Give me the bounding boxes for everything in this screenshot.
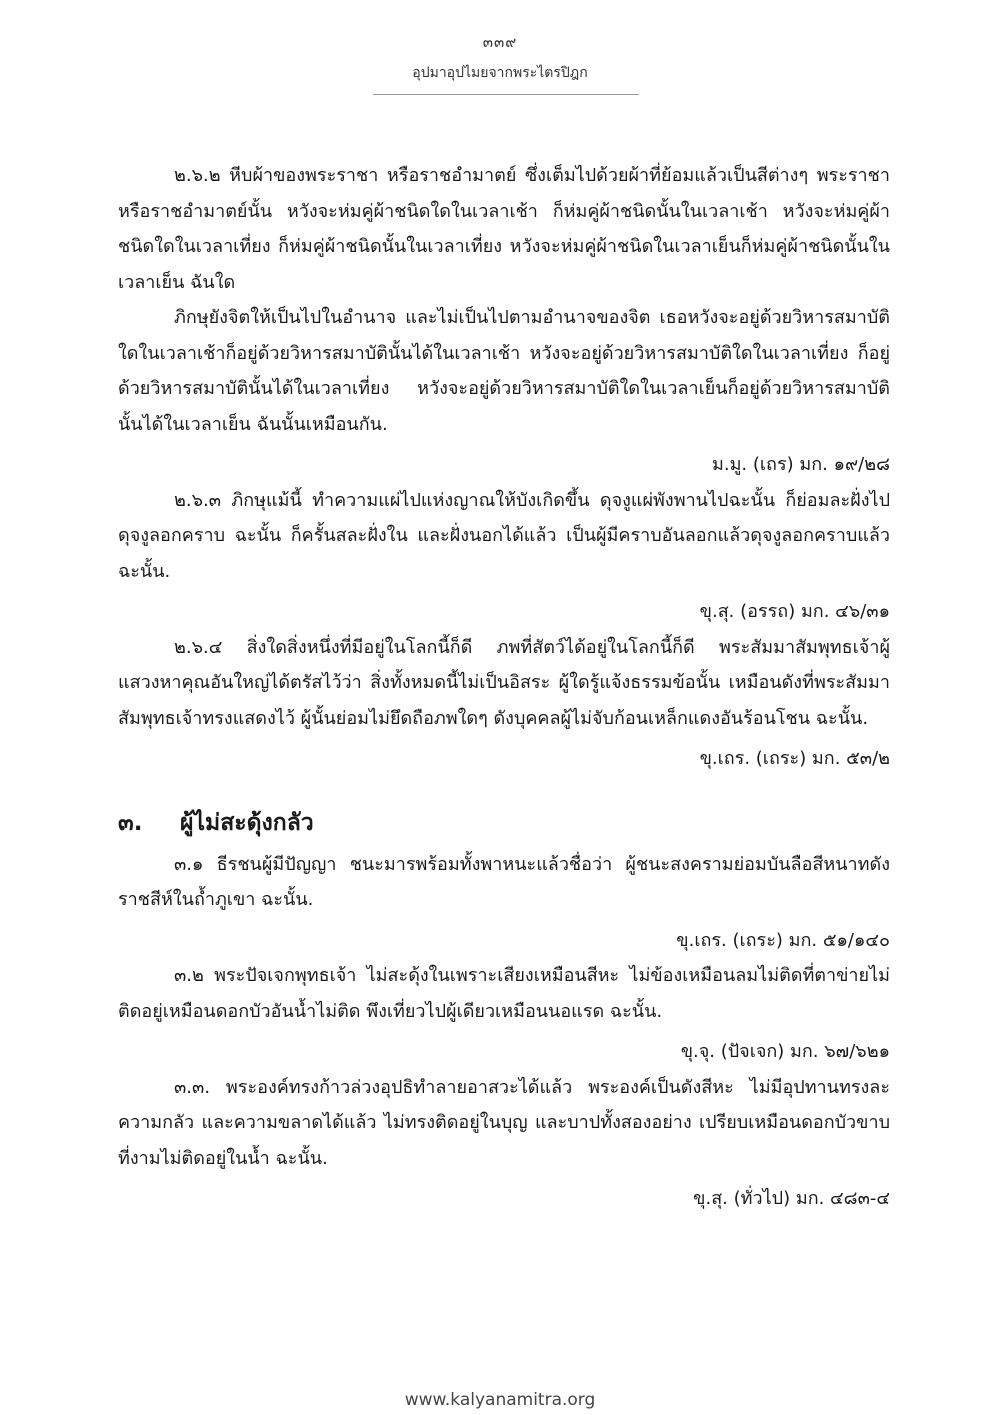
citation-3-1: ขุ.เถร. (เถระ) มก. ๕๑/๑๔๐: [676, 929, 890, 951]
paragraph-2-6-2-comparison: ภิกษุยังจิตให้เป็นไปในอำนาจ และไม่เป็นไปตามอำนาจของจิต เธอหวังจะอยู่ด้วยวิหารสมาบัติใดในเวลาเช้าก็อยู่ด้วยวิหารสมาบัตินั้นได้ในเวลาเช้า หวังจะอยู่ด้วยวิหารสมาบัติใดในเวลาเที่ยง ก็อยู่ด้วยวิหารสมาบัตินั้นได้ในเวลาเที่ยง หวังจะอยู่ด้วยวิหารสมาบัติใดในเวลาเย็นก็อยู่ด้วยวิหารสมาบัตินั้นได้ในเวลาเย็น ฉันนั้นเหมือนกัน.: [118, 307, 890, 435]
paragraph-3-2: ๓.๒ พระปัจเจกพุทธเจ้า ไม่สะดุ้งในเพราะเสียงเหมือนสีหะ ไม่ข้องเหมือนลมไม่ติดที่ตาข่ายไม่ติดอยู่เหมือนดอกบัวอันน้ำไม่ติด พึงเที่ยวไปผู้เดียวเหมือนนอแรด ฉะนั้น.: [118, 965, 890, 1022]
section-heading-3: [118, 803, 890, 843]
page-body: [118, 158, 890, 1217]
header-divider: [373, 94, 639, 95]
page-number: ๓๓๙: [482, 33, 518, 51]
page-header: [0, 30, 1000, 84]
citation-3-3: ขุ.สุ. (ทั่วไป) มก. ๔๘๓-๔: [693, 1188, 890, 1209]
paragraph-2-6-3: ๒.๖.๓ ภิกษุแม้นี้ ทำความแผ่ไปแห่งญาณให้บังเกิดขึ้น ดุจงูแผ่พังพานไปฉะนั้น ก็ย่อมละฝั่งไปดุจงูลอกคราบ ฉะนั้น ก็ครั้นสละฝั่งใน และฝั่งนอกได้แล้ว เป็นผู้มีคราบอันลอกแล้วดุจงูลอกคราบแล้ว ฉะนั้น.: [118, 489, 890, 582]
citation-2-6-2: ม.มู. (เถร) มก. ๑๙/๒๘: [711, 454, 890, 475]
citation-3-2: ขุ.จุ. (ปัจเจก) มก. ๖๗/๖๒๑: [680, 1041, 890, 1062]
footer-url: www.kalyanamitra.org: [404, 1390, 596, 1410]
section-title: ผู้ไม่สะดุ้งกลัว: [180, 809, 314, 836]
section-number: ๓.: [118, 809, 143, 836]
book-title: อุปมาอุปไมยจากพระไตรปิฎก: [412, 65, 588, 81]
citation-2-6-4: ขุ.เถร. (เถระ) มก. ๕๓/๒: [699, 748, 890, 769]
paragraph-3-3: ๓.๓. พระองค์ทรงก้าวล่วงอุปธิทำลายอาสวะได้แล้ว พระองค์เป็นดังสีหะ ไม่มีอุปทานทรงละความกลัว และความขลาดได้แล้ว ไม่ทรงติดอยู่ในบุญ และบาปทั้งสองอย่าง เปรียบเหมือนดอกบัวขาบที่งามไม่ติดอยู่ในน้ำ ฉะนั้น.: [118, 1076, 890, 1169]
citation-2-6-3: ขุ.สุ. (อรรถ) มก. ๔๖/๓๑: [699, 601, 890, 622]
paragraph-3-1: ๓.๑ ธีรชนผู้มีปัญญา ชนะมารพร้อมทั้งพาหนะแล้วชื่อว่า ผู้ชนะสงครามย่อมบันลือสีหนาทดังราชสีห์ในถ้ำภูเขา ฉะนั้น.: [118, 853, 890, 910]
paragraph-2-6-2: ๒.๖.๒ หีบผ้าของพระราชา หรือราชอำมาตย์ ซึ่งเต็มไปด้วยผ้าที่ย้อมแล้วเป็นสีต่างๆ พระราชาหรือราชอำมาตย์นั้น หวังจะห่มคู่ผ้าชนิดใดในเวลาเช้า ก็ห่มคู่ผ้าชนิดนั้นในเวลาเช้า หวังจะห่มคู่ผ้าชนิดใดในเวลาเที่ยง ก็ห่มคู่ผ้าชนิดนั้นในเวลาเที่ยง หวังจะห่มคู่ผ้าชนิดในเวลาเย็นก็ห่มคู่ผ้าชนิดนั้นในเวลาเย็น ฉันใด: [118, 165, 890, 293]
paragraph-2-6-4: ๒.๖.๔ สิ่งใดสิ่งหนึ่งที่มีอยู่ในโลกนี้ก็ดี ภพที่สัตว์ได้อยู่ในโลกนี้ก็ดี พระสัมมาสัมพุทธเจ้าผู้แสวงหาคุณอันใหญ่ได้ตรัสไว้ว่า สิ่งทั้งหมดนี้ไม่เป็นอิสระ ผู้ใดรู้แจ้งธรรมข้อนั้น เหมือนดังที่พระสัมมาสัมพุทธเจ้าทรงแสดงไว้ ผู้นั้นย่อมไม่ยึดถือภพใดๆ ดังบุคคลผู้ไม่จับก้อนเหล็กแดงอันร้อนโชน ฉะนั้น.: [118, 636, 890, 729]
